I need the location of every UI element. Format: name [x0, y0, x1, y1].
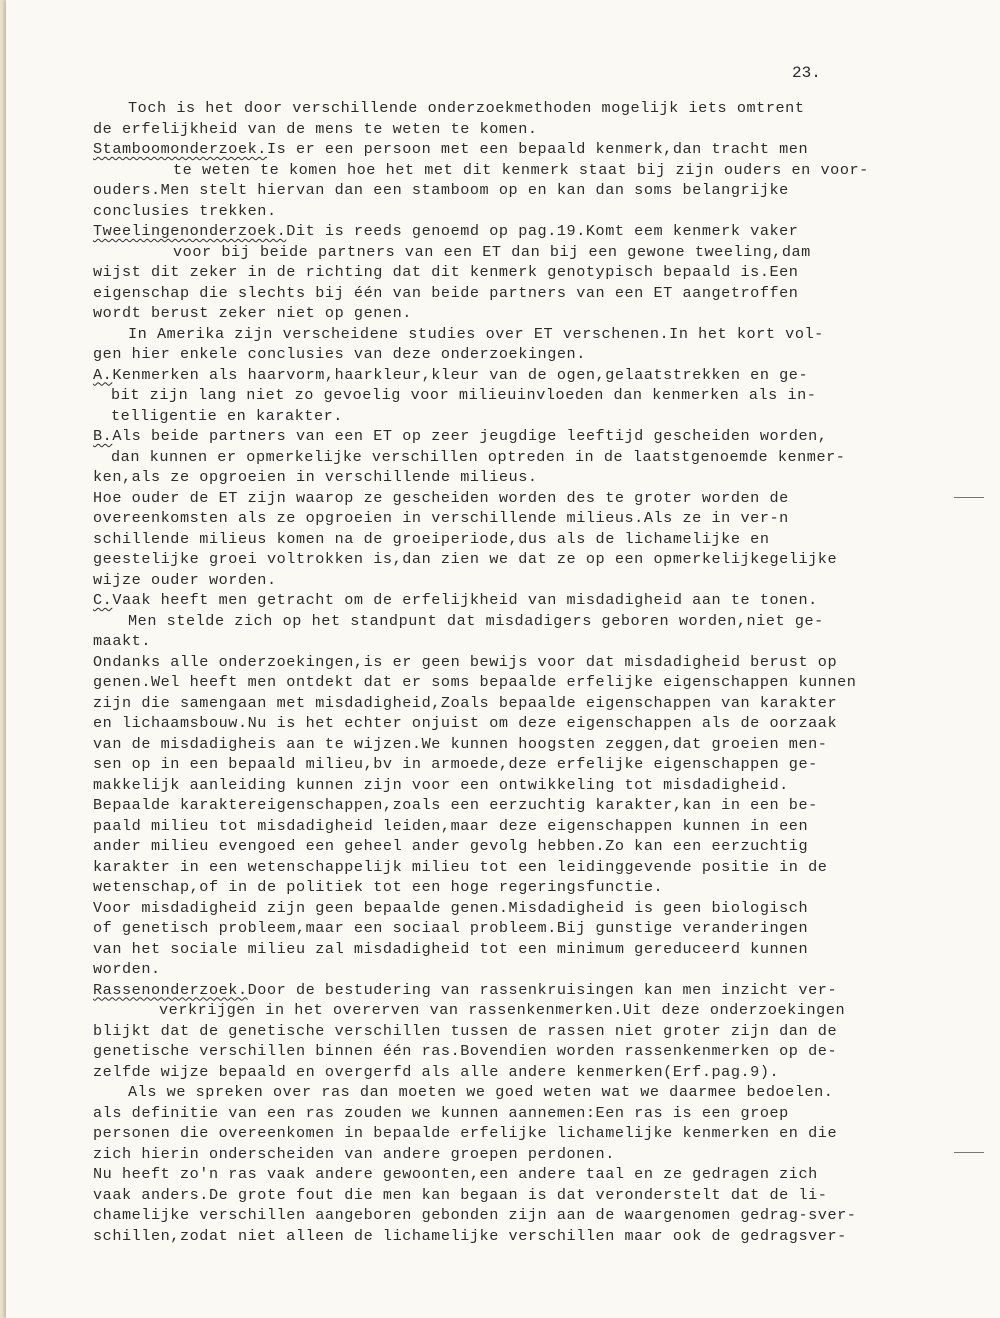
text-line [93, 939, 943, 960]
line-text: Dit is reeds genoemd op pag.19.Komt eem kenmerk vaker [286, 222, 799, 240]
text-line [93, 529, 943, 550]
line-text: en lichaamsbouw.Nu is het echter onjuist om deze eigenschappen als de oorzaak [93, 714, 838, 732]
text-line [93, 1021, 943, 1042]
line-text: Door de bestudering van rassenkruisingen kan men inzicht ver- [247, 980, 838, 999]
text-line [93, 385, 943, 406]
text-line [93, 959, 943, 980]
section-heading-line [93, 980, 943, 1001]
text-line [93, 652, 943, 673]
line-text: wetenschap,of in de politiek tot een hoge regeringsfunctie. [93, 878, 664, 896]
section-heading: Rassenonderzoek. [93, 980, 248, 999]
line-text: Als we spreken over ras dan moeten we goed weten wat we daarmee bedoelen. [128, 1083, 834, 1101]
line-text: zich hierin onderscheiden van andere groepen perdonen. [93, 1144, 615, 1163]
line-text: blijkt dat de genetische verschillen tussen de rassen niet groter zijn dan de [93, 1021, 838, 1040]
text-line [93, 877, 943, 898]
text-line [93, 1164, 943, 1185]
line-text: zelfde wijze bepaald en overgerfd als alle andere kenmerken(Erf.pag.9). [93, 1062, 780, 1081]
text-line [93, 98, 943, 119]
line-text: wijst dit zeker in de richting dat dit kenmerk genotypisch bepaald is.Een [93, 263, 799, 281]
text-line [93, 693, 943, 714]
line-text: telligentie en karakter. [111, 406, 343, 425]
text-line [93, 754, 943, 775]
list-marker: C. [93, 591, 113, 609]
list-item-line [93, 426, 943, 447]
text-line [93, 1082, 943, 1103]
line-text: paald milieu tot misdadigheid leiden,maar deze eigenschappen kunnen in een [93, 816, 809, 835]
text-line [93, 1205, 943, 1226]
text-line [93, 283, 943, 304]
line-text: In Amerika zijn verscheidene studies over ET verschenen.In het kort vol- [128, 324, 824, 343]
line-text: chamelijke verschillen aangeboren gebonden zijn aan de waargenomen gedrag-sver- [93, 1206, 857, 1224]
line-text: schillen,zodat niet alleen de lichamelijke verschillen maar ook de gedragsver- [93, 1226, 847, 1245]
text-line [93, 160, 943, 181]
line-text: Kenmerken als haarvorm,haarkleur,kleur van de ogen,gelaatstrekken en ge- [112, 365, 809, 384]
text-line [93, 262, 943, 283]
text-line [93, 1103, 943, 1124]
text-line [93, 242, 943, 263]
line-text: personen die overeenkomen in bepaalde erfelijke lichamelijke kenmerken en die [93, 1124, 838, 1142]
line-text: overeenkomsten als ze opgroeien in verschillende milieus.Als ze in ver-n [93, 509, 789, 527]
line-text: Nu heeft zo'n ras vaak andere gewoonten,een andere taal en ze gedragen zich [93, 1165, 818, 1183]
text-line [93, 447, 943, 468]
list-item-line [93, 365, 943, 386]
text-line [93, 836, 943, 857]
line-text: ouders.Men stelt hiervan dan een stamboom op en kan dan soms belangrijke [93, 181, 789, 199]
typewritten-page [6, 0, 1000, 1318]
line-text: dan kunnen er opmerkelijke verschillen optreden in de laatstgenoemde kenmer- [111, 447, 846, 466]
line-text: te weten te komen hoe het met dit kenmerk staat bij zijn ouders en voor- [173, 160, 869, 179]
line-text: Ondanks alle onderzoekingen,is er geen bewijs voor dat misdadigheid berust op [93, 652, 838, 671]
line-text: Is er een persoon met een bepaald kenmerk,dan tracht men [266, 140, 809, 158]
line-text: ander milieu evengoed een geheel ander gevolg hebben.Zo kan een eerzuchtig [93, 837, 809, 855]
text-line [93, 1000, 943, 1021]
line-text: schillende milieus komen na de groeiperiode,dus als de lichamelijke en [93, 529, 770, 548]
line-text: van het sociale milieu zal misdadigheid tot een minimum gereduceerd kunnen [93, 939, 809, 958]
section-heading: Stamboomonderzoek. [93, 140, 267, 158]
text-line [93, 201, 943, 222]
text-line [93, 488, 943, 509]
line-text: genen.Wel heeft men ontdekt dat er soms bepaalde erfelijke eigenschappen kunnen [93, 673, 857, 691]
line-text: van de misdadigheis aan te wijzen.We kunnen hoogsten zeggen,dat groeien men- [93, 734, 828, 753]
line-text: wordt berust zeker niet op genen. [93, 304, 412, 322]
line-text: eigenschap die slechts bij één van beide partners van een ET aangetroffen [93, 283, 799, 302]
text-line [93, 324, 943, 345]
text-line [93, 795, 943, 816]
text-line [93, 1144, 943, 1165]
text-line [93, 672, 943, 693]
text-line [93, 857, 943, 878]
line-text: de erfelijkheid van de mens te weten te komen. [93, 119, 538, 138]
line-text: voor bij beide partners van een ET dan bij een gewone tweeling,dam [173, 242, 811, 261]
text-line [93, 1062, 943, 1083]
section-heading-line [93, 221, 943, 242]
text-line [93, 918, 943, 939]
text-line [93, 1185, 943, 1206]
text-line [93, 119, 943, 140]
line-text: vaak anders.De grote fout die men kan begaan is dat veronderstelt dat de li- [93, 1185, 828, 1204]
line-text: Voor misdadigheid zijn geen bepaalde genen.Misdadigheid is geen biologisch [93, 898, 809, 917]
text-line [93, 570, 943, 591]
line-text: Als beide partners van een ET op zeer jeugdige leeftijd gescheiden worden, [112, 427, 828, 445]
text-line [93, 631, 943, 652]
text-line [93, 816, 943, 837]
text-line [93, 344, 943, 365]
text-line [93, 303, 943, 324]
line-text: maakt. [93, 632, 151, 650]
body-text [93, 98, 943, 1246]
line-text: wijze ouder worden. [93, 570, 277, 589]
line-text: genetische verschillen binnen één ras.Bovendien worden rassenkenmerken op de- [93, 1042, 838, 1060]
line-text: zijn die samengaan met misdadigheid,Zoals bepaalde eigenschappen van karakter [93, 693, 838, 712]
text-line [93, 1041, 943, 1062]
list-item-line [93, 590, 943, 611]
line-text: of genetisch probleem,maar een sociaal probleem.Bij gunstige veranderingen [93, 919, 809, 937]
line-text: conclusies trekken. [93, 201, 277, 220]
line-text: karakter in een wetenschappelijk milieu tot een leidinggevende positie in de [93, 857, 828, 876]
line-text: Toch is het door verschillende onderzoekmethoden mogelijk iets omtrent [128, 99, 805, 117]
text-line [93, 508, 943, 529]
line-text: gen hier enkele conclusies van deze onderzoekingen. [93, 345, 586, 363]
text-line [93, 775, 943, 796]
line-text: makkelijk aanleiding kunnen zijn voor een ontwikkeling tot misdadigheid. [93, 775, 789, 794]
text-line [93, 1226, 943, 1247]
line-text: Men stelde zich op het standpunt dat misdadigers geboren worden,niet ge- [128, 611, 824, 630]
line-text: bit zijn lang niet zo gevoelig voor milieuinvloeden dan kenmerken als in- [111, 386, 817, 404]
line-text: Vaak heeft men getracht om de erfelijkheid van misdadigheid aan te tonen. [112, 591, 818, 609]
margin-mark [954, 1152, 984, 1153]
list-marker: A. [93, 365, 113, 384]
line-text: worden. [93, 960, 161, 978]
text-line [93, 898, 943, 919]
text-line [93, 611, 943, 632]
section-heading: Tweelingenonderzoek. [93, 222, 287, 240]
section-heading-line [93, 139, 943, 160]
line-text: ken,als ze opgroeien in verschillende milieus. [93, 468, 538, 486]
line-text: als definitie van een ras zouden we kunnen aannemen:Een ras is een groep [93, 1103, 789, 1122]
list-marker: B. [93, 427, 113, 445]
text-line [93, 713, 943, 734]
text-line [93, 1123, 943, 1144]
margin-mark [954, 497, 984, 498]
line-text: geestelijke groei voltrokken is,dan zien we dat ze op een opmerkelijkegelijke [93, 550, 838, 568]
text-line [93, 406, 943, 427]
text-line [93, 180, 943, 201]
line-text: Bepaalde karaktereigenschappen,zoals een eerzuchtig karakter,kan in een be- [93, 796, 818, 814]
line-text: sen op in een bepaald milieu,bv in armoede,deze erfelijke eigenschappen ge- [93, 755, 818, 773]
line-text: verkrijgen in het overerven van rassenkenmerken.Uit deze onderzoekingen [159, 1001, 846, 1019]
line-text: Hoe ouder de ET zijn waarop ze gescheiden worden des te groter worden de [93, 488, 789, 507]
page-number: 23. [792, 64, 821, 82]
text-line [93, 467, 943, 488]
text-line [93, 734, 943, 755]
text-line [93, 549, 943, 570]
